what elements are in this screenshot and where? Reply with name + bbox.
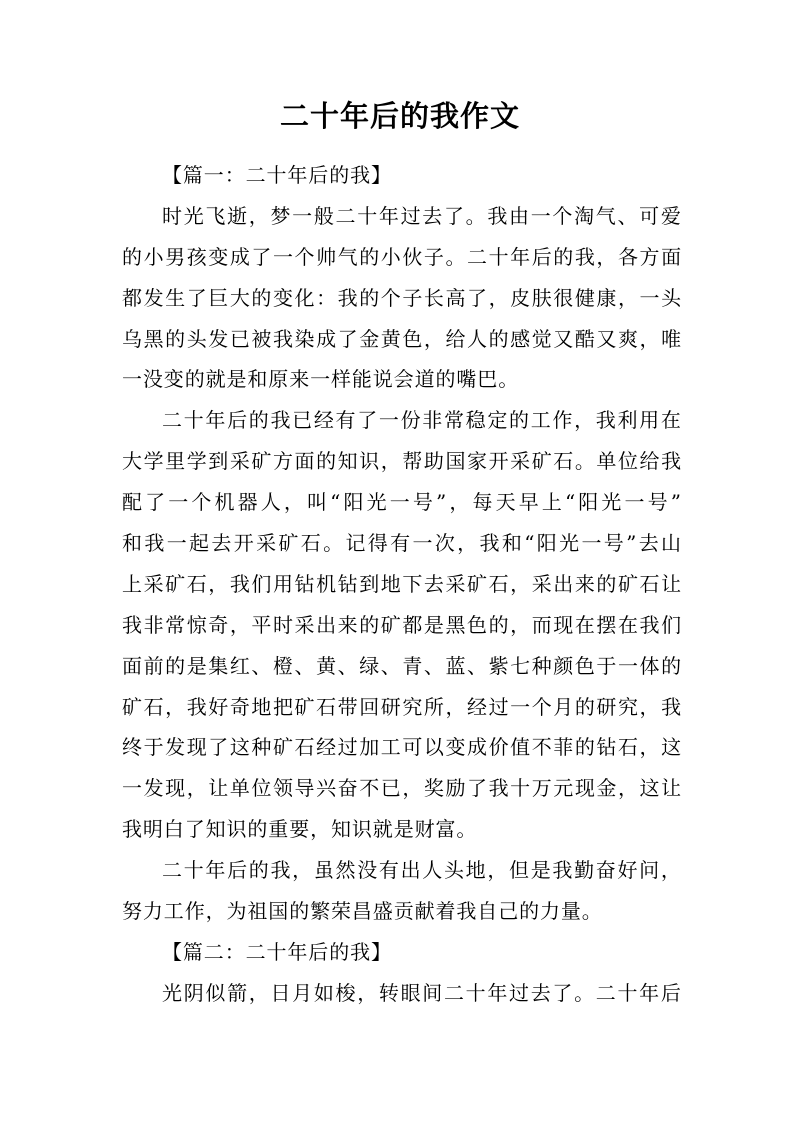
section-heading: 【篇二：二十年后的我】: [162, 939, 392, 964]
paragraph-line: 我明白了知识的重要，知识就是财富。: [122, 817, 478, 842]
paragraph-line: 的 小 男 孩 变 成 了 一 个 帅 气 的 小 伙 子 。 二 十 年 后 的 我 ， 各 方 面: [122, 244, 682, 269]
paragraph-line: 矿 石 ， 我 好 奇 地 把 矿 石 带 回 研 究 所 ， 经 过 一 个 月 的 研 究 ， 我: [122, 694, 682, 719]
document-body: [122, 155, 682, 1014]
paragraph-line: 二 十 年 后 的 我 ， 虽 然 没 有 出 人 头 地 ， 但 是 我 勤 奋 好 问 ，: [162, 858, 682, 883]
paragraph-line: 我 非 常 惊 奇 ， 平 时 采 出 来 的 矿 都 是 黑 色 的 ， 而 现 在 摆 在 我 们: [122, 612, 682, 637]
paragraph-line: 面 前 的 是 集 红 、 橙 、 黄 、 绿 、 青 、 蓝 、 紫 七 种 颜 色 于 一 体 的: [122, 653, 682, 678]
paragraph-line: 乌 黑 的 头 发 已 被 我 染 成 了 金 黄 色 ， 给 人 的 感 觉 又 酷 又 爽 ， 唯: [122, 326, 682, 351]
document-title: 二十年后的我作文: [279, 99, 520, 133]
paragraph-line: 努力工作，为祖国的繁荣昌盛贡献着我自己的力量。: [122, 899, 603, 924]
paragraph-line: 一没变的就是和原来一样能说会道的嘴巴。: [122, 367, 520, 392]
paragraph-line: 光 阴 似 箭 ， 日 月 如 梭 ， 转 眼 间 二 十 年 过 去 了 。 二 十 年 后: [162, 980, 682, 1005]
paragraph-line: 一 发 现 ， 让 单 位 领 导 兴 奋 不 已 ， 奖 励 了 我 十 万 元 现 金 ， 这 让: [122, 776, 682, 801]
paragraph-line: 终 于 发 现 了 这 种 矿 石 经 过 加 工 可 以 变 成 价 值 不 菲 的 钻 石 ， 这: [122, 735, 682, 760]
paragraph-line: 都 发 生 了 巨 大 的 变 化 ： 我 的 个 子 长 高 了 ， 皮 肤 很 健 康 ， 一 头: [122, 285, 682, 310]
section-heading: 【篇一：二十年后的我】: [162, 163, 392, 187]
paragraph-line: 和 我 一 起 去 开 采 矿 石 。 记 得 有 一 次 ， 我 和 “ 阳 光 一 号 ” 去 山: [122, 531, 682, 556]
paragraph-line: 时 光 飞 逝 ， 梦 一 般 二 十 年 过 去 了 。 我 由 一 个 淘 气 、 可 爱: [162, 203, 682, 228]
paragraph-line: 配 了 一 个 机 器 人 ， 叫 “ 阳 光 一 号 ” ， 每 天 早 上 “ 阳 光 一 号 ”: [122, 490, 682, 515]
paragraph-line: 上 采 矿 石 ， 我 们 用 钻 机 钻 到 地 下 去 采 矿 石 ， 采 出 来 的 矿 石 让: [122, 571, 682, 596]
paragraph-line: 大 学 里 学 到 采 矿 方 面 的 知 识 ， 帮 助 国 家 开 采 矿 石 。 单 位 给 我: [122, 449, 682, 474]
paragraph-line: 二 十 年 后 的 我 已 经 有 了 一 份 非 常 稳 定 的 工 作 ， 我 利 用 在: [162, 408, 682, 433]
